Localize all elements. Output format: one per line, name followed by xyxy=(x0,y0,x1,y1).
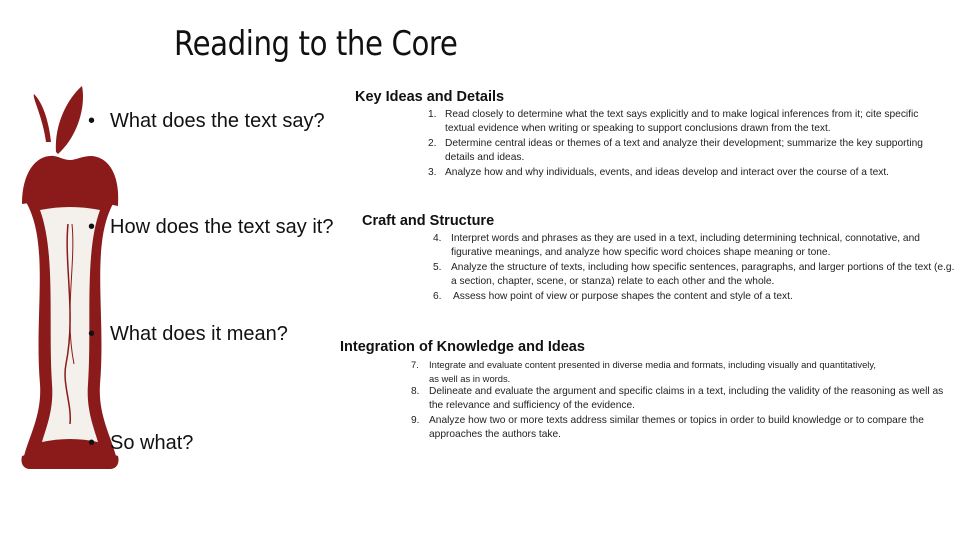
question-3: • What does it mean? xyxy=(88,323,288,345)
heading-craft-structure: Craft and Structure xyxy=(362,213,495,229)
apple-core-image xyxy=(20,84,120,469)
standard-5-num: 5. xyxy=(433,262,442,273)
question-1-text: What does the text say? xyxy=(110,110,325,132)
standard-1 xyxy=(428,108,940,137)
standard-7-text: Integrate and evaluate content presented in diverse media and formats, including visually and quantitatively, as well as in words. xyxy=(429,359,876,385)
standard-9-num: 9. xyxy=(411,415,420,426)
standard-3-num: 3. xyxy=(428,167,437,178)
standard-4-text: Interpret words and phrases as they are used in a text, including determining technical, connotative, and figurative meanings, and analyze how specific word choices shape meaning or tone. xyxy=(451,233,920,259)
standard-1-num: 1. xyxy=(428,109,437,120)
standard-2-text: Determine central ideas or themes of a text and analyze their development; summarize the key supporting details and ideas. xyxy=(445,138,923,164)
question-2: • How does the text say it? xyxy=(88,216,334,238)
standard-8 xyxy=(411,385,959,414)
standard-7 xyxy=(411,358,884,387)
standard-5-text: Analyze the structure of texts, including how specific sentences, paragraphs, and larger portions of the text (e.g. a section, chapter, scene, or stanza) relate to each other and the whole. xyxy=(451,262,955,288)
standard-3-text: Analyze how and why individuals, events, and ideas develop and interact over the course of a text. xyxy=(445,167,889,178)
standard-4-num: 4. xyxy=(433,233,442,244)
apple-leaf xyxy=(56,86,83,154)
standard-4 xyxy=(433,232,960,261)
apple-stem xyxy=(34,94,51,142)
standard-8-text: Delineate and evaluate the argument and specific claims in a text, including the validity of the reasoning as well as the relevance and sufficiency of the evidence. xyxy=(429,386,944,412)
heading-integration: Integration of Knowledge and Ideas xyxy=(340,339,585,355)
standard-3 xyxy=(428,166,940,180)
question-4-text: So what? xyxy=(110,432,194,454)
standard-6 xyxy=(433,290,960,304)
heading-key-ideas: Key Ideas and Details xyxy=(355,89,505,105)
slide-title: Reading to the Core xyxy=(174,24,458,64)
standard-7-num: 7. xyxy=(411,359,419,370)
question-4: • So what? xyxy=(88,432,194,454)
standard-9-text: Analyze how two or more texts address similar themes or topics in order to build knowledge or to compare the approaches the authors take. xyxy=(429,415,924,441)
standard-5 xyxy=(433,261,960,290)
standard-1-text: Read closely to determine what the text says explicitly and to make logical inferences from it; cite specific textual evidence when writing or speaking to support conclusions drawn from the text. xyxy=(445,109,919,135)
standard-2 xyxy=(428,137,940,166)
standard-6-num: 6. xyxy=(433,291,442,302)
standard-8-num: 8. xyxy=(411,386,420,397)
standard-6-text: Assess how point of view or purpose shapes the content and style of a text. xyxy=(453,291,793,302)
standard-9 xyxy=(411,414,929,443)
standard-2-num: 2. xyxy=(428,138,437,149)
question-1: • What does the text say? xyxy=(88,110,325,132)
question-3-text: What does it mean? xyxy=(110,323,288,345)
question-2-text: How does the text say it? xyxy=(110,216,334,238)
